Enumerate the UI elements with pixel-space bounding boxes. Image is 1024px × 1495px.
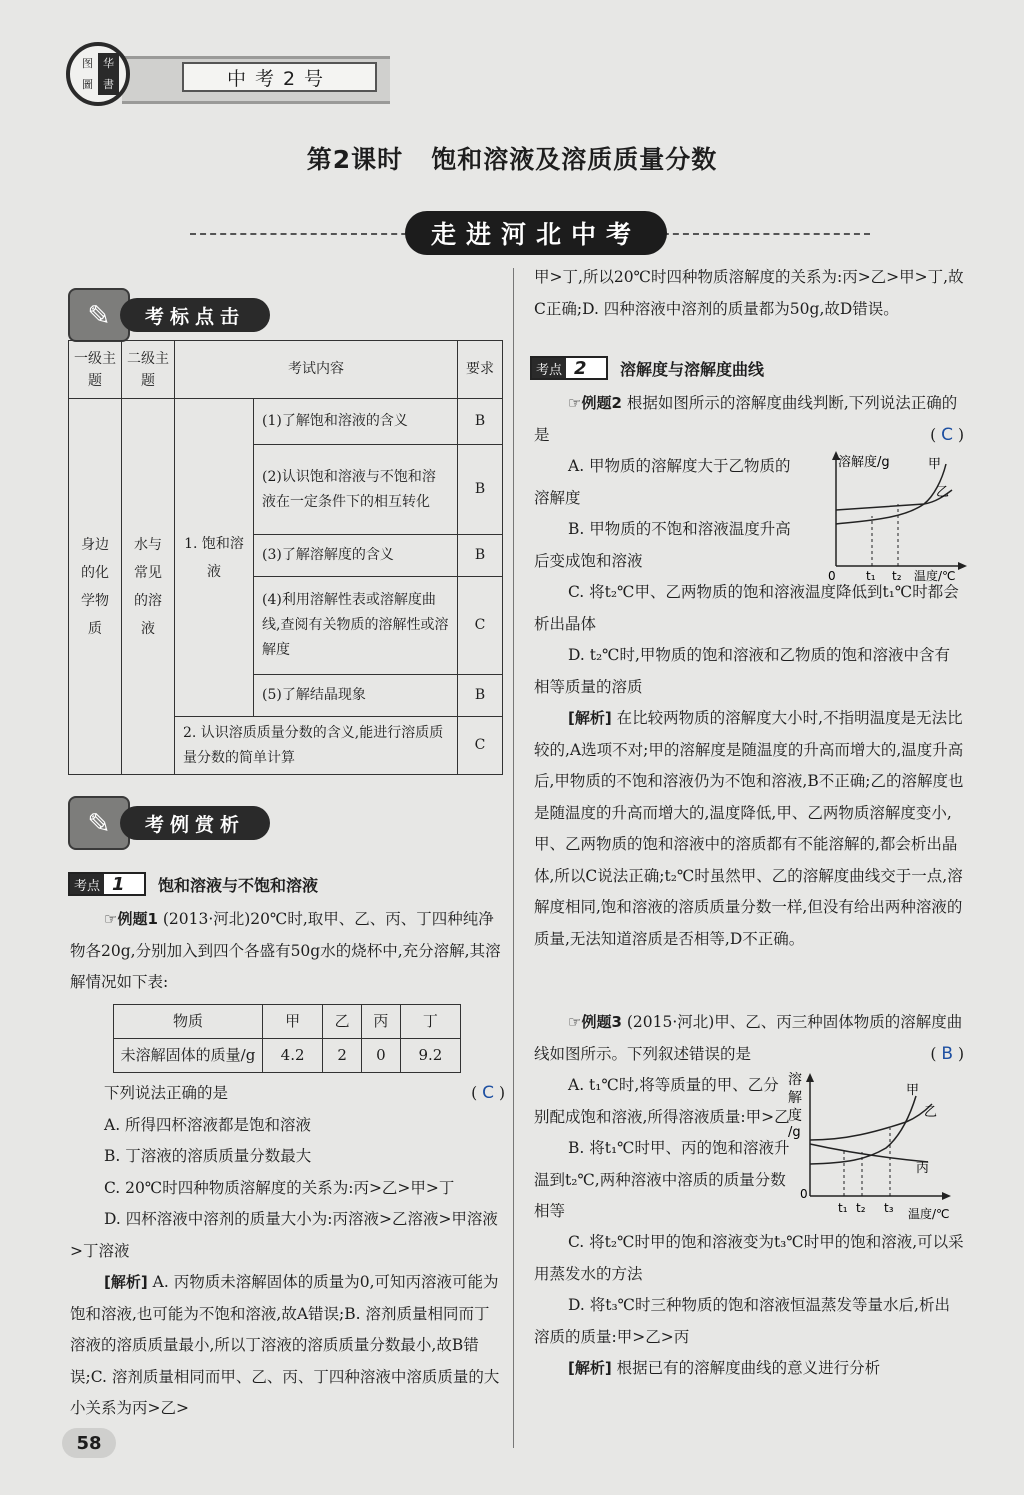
y-axis-label: 度	[788, 1108, 802, 1124]
magnifier-icon: ✎	[68, 796, 130, 850]
option: C. 20℃时四种物质溶解度的关系为:丙>乙>甲>丁	[104, 1178, 455, 1197]
origin-label: 0	[828, 569, 836, 583]
publisher-logo	[66, 42, 130, 106]
topic-tag: 考点 1	[68, 872, 146, 896]
option: D. t₂℃时,甲物质的饱和溶液和乙物质的饱和溶液中含有相等质量的溶质	[534, 646, 950, 696]
example-2-body	[534, 577, 964, 955]
x-arrow	[958, 562, 967, 570]
table-cell: (1)了解饱和溶液的含义	[254, 399, 458, 445]
table-header: 一级主题	[69, 341, 122, 399]
option: A. t₁℃时,将等质量的甲、乙分别配成饱和溶液,所得溶液质量:甲>乙	[534, 1076, 790, 1126]
table-cell: 9.2	[400, 1039, 460, 1073]
analysis-label: [解析]	[104, 1273, 148, 1291]
analysis-text: A. 丙物质未溶解固体的质量为0,可知丙溶液可能为饱和溶液,也可能为不饱和溶液,故A错误;B. 溶剂质量相同而丁溶液的溶质质量最小,所以丁溶液的溶质质量分数最小,故B错误;C. 溶剂质量相同而甲、乙、丙、丁四种溶液中溶质质量的大小关系为丙>乙>	[70, 1273, 500, 1417]
chapter-banner: 走进河北中考	[405, 211, 667, 255]
answer-bracket: ( C )	[471, 1083, 505, 1103]
tick-t3: t₃	[884, 1201, 894, 1215]
answer-bracket: ( B )	[930, 1043, 964, 1064]
standards-table	[68, 340, 503, 775]
y-axis-label: 溶解度/g	[838, 455, 890, 470]
table-cell: C	[458, 577, 503, 675]
x-axis-label: 温度/℃	[914, 569, 956, 583]
table-cell: 4.2	[263, 1039, 323, 1073]
option: B. 甲物质的不饱和溶液温度升高后变成饱和溶液	[534, 520, 791, 570]
x-arrow	[942, 1192, 951, 1200]
table-cell: 2	[323, 1039, 362, 1073]
table-header: 甲	[263, 1005, 323, 1039]
table-cell: (5)了解结晶现象	[254, 675, 458, 717]
answer: B	[941, 1043, 954, 1064]
table-cell: (2)认识饱和溶液与不饱和溶液在一定条件下的相互转化	[254, 445, 458, 535]
example-3-body	[534, 1227, 964, 1385]
section-title: 考例赏析	[120, 806, 270, 840]
legend-bing: 丙	[916, 1161, 930, 1176]
topic-heading-2	[530, 356, 764, 380]
example-1-analysis-continued: 甲>丁,所以20℃时四种物质溶解度的关系为:丙>乙>甲>丁,故C正确;D. 四种溶液中溶剂的质量都为50g,故D错误。	[534, 268, 964, 318]
example-label: ☞例题2	[568, 394, 622, 412]
table-cell: 2. 认识溶质质量分数的含义,能进行溶质质量分数的简单计算	[175, 717, 458, 775]
section-exam-standards	[68, 288, 270, 342]
option: D. 四杯溶液中溶剂的质量大小为:丙溶液>乙溶液>甲溶液>丁溶液	[70, 1210, 498, 1260]
answer: C	[941, 424, 954, 445]
curve-jia	[836, 464, 946, 524]
table-header: 丁	[400, 1005, 460, 1039]
table-cell: 0	[361, 1039, 400, 1073]
table-header: 二级主题	[122, 341, 175, 399]
option: D. 将t₃℃时三种物质的饱和溶液恒温蒸发等量水后,析出溶质的质量:甲>乙>丙	[534, 1296, 950, 1346]
analysis-label: [解析]	[568, 1359, 612, 1377]
column-divider	[513, 268, 514, 1448]
question-text: 下列说法正确的是	[104, 1084, 229, 1102]
option: A. 甲物质的溶解度大于乙物质的溶解度	[534, 457, 791, 507]
section-title: 考标点击	[120, 298, 270, 332]
topic-tag: 考点 2	[530, 356, 608, 380]
example-stem: (2013·河北)20℃时,取甲、乙、丙、丁四种纯净物各20g,分别加入到四个各盛有50g水的烧杯中,充分溶解,其溶解情况如下表:	[70, 910, 501, 991]
option: C. 将t₂℃时甲的饱和溶液变为t₃℃时甲的饱和溶液,可以采用蒸发水的方法	[534, 1233, 964, 1283]
legend-yi: 乙	[924, 1105, 938, 1120]
table-cell: B	[458, 675, 503, 717]
y-axis-label: /g	[788, 1125, 801, 1140]
tick-t1: t₁	[866, 569, 876, 583]
table-cell: (4)利用溶解性表或溶解度曲线,查阅有关物质的溶解性或溶解度	[254, 577, 458, 675]
example-2-options-ab	[534, 451, 804, 577]
level1-topic: 身边的化学物质	[69, 399, 122, 775]
table-cell: 未溶解固体的质量/g	[114, 1039, 263, 1073]
table-cell: B	[458, 535, 503, 577]
option: C. 将t₂℃甲、乙两物质的饱和溶液温度降低到t₁℃时都会析出晶体	[534, 583, 959, 633]
table-cell: (3)了解溶解度的含义	[254, 535, 458, 577]
option: A. 所得四杯溶液都是饱和溶液	[104, 1115, 312, 1134]
table-header: 丙	[361, 1005, 400, 1039]
curve-yi	[836, 490, 952, 510]
table-header: 考试内容	[175, 341, 458, 399]
example-2-stem	[534, 388, 964, 451]
origin-label: 0	[800, 1187, 808, 1201]
lesson-title	[0, 140, 1024, 176]
table-header: 要求	[458, 341, 503, 399]
legend-yi: 乙	[936, 485, 950, 500]
table-cell: B	[458, 445, 503, 535]
y-axis-label: 解	[788, 1090, 802, 1106]
solubility-graph-1	[824, 448, 969, 586]
table-header: 物质	[114, 1005, 263, 1039]
example-1-stem	[70, 904, 505, 999]
solubility-graph-2	[786, 1068, 970, 1222]
legend-jia: 甲	[906, 1083, 920, 1098]
section-examples	[68, 796, 270, 850]
analysis-label: [解析]	[568, 709, 612, 727]
curve-yi	[810, 1104, 932, 1140]
example-3-stem	[534, 1007, 964, 1070]
topic-title: 饱和溶液与不饱和溶液	[158, 875, 319, 895]
option: B. 将t₁℃时甲、丙的饱和溶液升温到t₂℃,两种溶液中溶质的质量分数相等	[534, 1139, 790, 1220]
topic-heading-1	[68, 872, 318, 896]
example-1-body	[70, 1078, 505, 1425]
page-number: 58	[62, 1428, 116, 1458]
magnifier-icon: ✎	[68, 288, 130, 342]
tick-t2: t₂	[856, 1201, 866, 1215]
lesson-number: 第2课时	[306, 145, 404, 174]
analysis-text: 在比较两物质的溶解度大小时,不指明温度是无法比较的,A选项不对;甲的溶解度是随温度的升高而增大的,温度升高后,甲物质的不饱和溶液仍为不饱和溶液,B不正确;乙的溶解度也是随温度的升高而增大的,温度降低,甲、乙两物质溶解度变小,甲、乙两物质的饱和溶液中的溶质都有不能溶解的,都会析出晶体,所以C说法正确;t₂℃时虽然甲、乙的溶解度曲线交于一点,溶解度相同,饱和溶液的溶质质量分数一样,但没有给出两种溶液的质量,无法知道溶质是否相等,D不正确。	[534, 709, 964, 948]
series-title: 中考2号	[182, 62, 377, 92]
level2-topic: 水与常见的溶液	[122, 399, 175, 775]
example-label: ☞例题1	[104, 910, 158, 928]
table-cell: B	[458, 399, 503, 445]
example-stem: (2015·河北)甲、乙、丙三种固体物质的溶解度曲线如图所示。下列叙述错误的是	[534, 1013, 963, 1063]
example-label: ☞例题3	[568, 1013, 622, 1031]
answer: C	[482, 1083, 495, 1103]
example-3-options-ab	[534, 1070, 790, 1228]
topic-title: 溶解度与溶解度曲线	[620, 359, 765, 379]
option: B. 丁溶液的溶质质量分数最大	[104, 1147, 312, 1165]
tick-t1: t₁	[838, 1201, 848, 1215]
answer-bracket: ( C )	[930, 424, 964, 445]
lesson-name: 饱和溶液及溶质质量分数	[431, 145, 718, 174]
table-header: 乙	[323, 1005, 362, 1039]
logo-char: 图	[82, 57, 93, 70]
x-axis-label: 温度/℃	[908, 1207, 950, 1221]
subtopic: 1. 饱和溶液	[175, 399, 254, 717]
tick-t2: t₂	[892, 569, 902, 583]
y-arrow	[806, 1073, 814, 1082]
example-stem: 根据如图所示的溶解度曲线判断,下列说法正确的是	[534, 394, 958, 444]
logo-char: 华	[98, 53, 119, 74]
example-1-table	[113, 1004, 461, 1073]
analysis-text: 根据已有的溶解度曲线的意义进行分析	[616, 1359, 881, 1377]
table-cell: C	[458, 717, 503, 775]
logo-char: 圖	[82, 78, 93, 91]
curve-bing	[810, 1144, 928, 1162]
legend-jia: 甲	[928, 457, 942, 472]
logo-char: 書	[98, 74, 119, 95]
y-axis-label: 溶	[788, 1072, 802, 1088]
